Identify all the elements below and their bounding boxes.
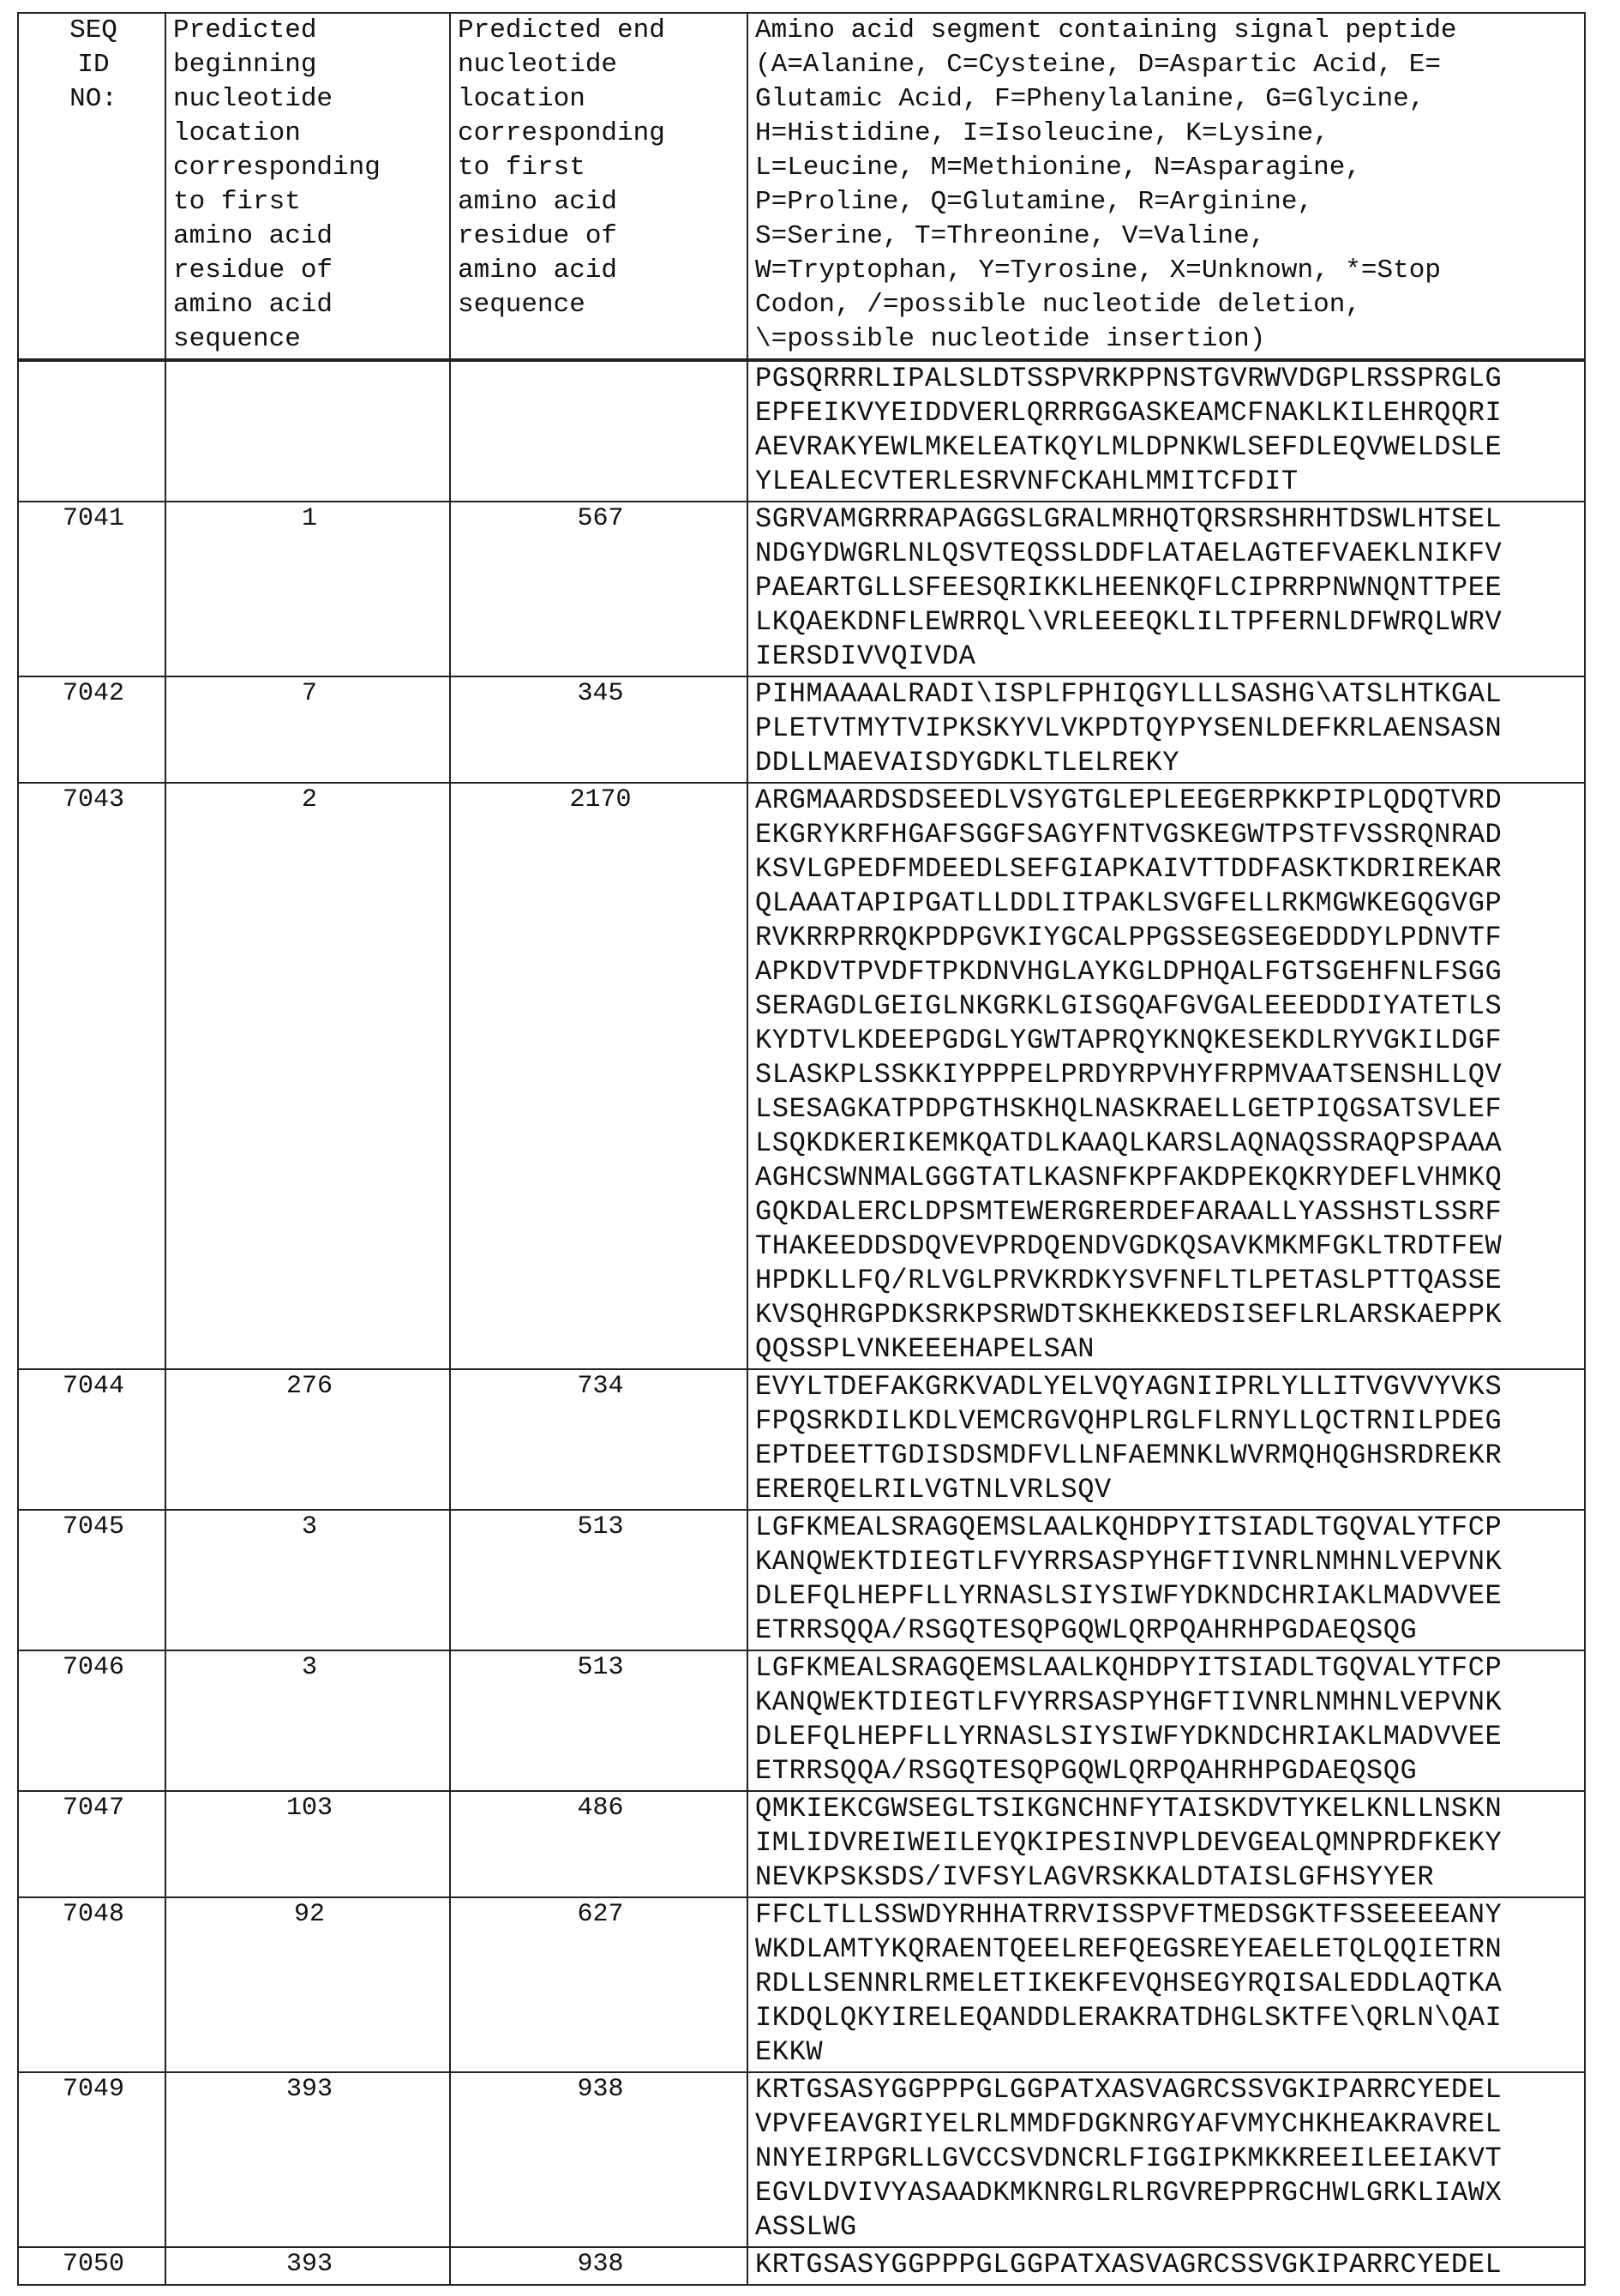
text-line: amino acid: [173, 288, 446, 322]
begin-cell: 103: [165, 1791, 450, 1897]
text-line: YLEALECVTERLESRVNFCKAHLMMITCFDIT: [755, 465, 1581, 499]
text-line: KANQWEKTDIEGTLFVYRRSASPYHGFTIVNRLNMHNLVEPVNK: [755, 1545, 1581, 1579]
text-line: IMLIDVREIWEILEYQKIPESINVPLDEVGEALQMNPRDFKEKY: [755, 1826, 1581, 1860]
begin-cell: 276: [165, 1369, 450, 1510]
text-line: EGVLDVIVYASAADKMKNRGLRLRGVREPPRGCHWLGRKLIAWX: [755, 2176, 1581, 2210]
seq-id-cell: 7050: [18, 2247, 165, 2285]
begin-cell: 3: [165, 1650, 450, 1791]
text-line: amino acid: [458, 254, 743, 288]
begin-cell: 2: [165, 783, 450, 1369]
text-line: KRTGSASYGGPPPGLGGPATXASVAGRCSSVGKIPARRCYEDEL: [755, 2073, 1581, 2107]
text-line: ETRRSQQA/RSGQTESQPGQWLQRPQAHRHPGDAEQSQG: [755, 1754, 1581, 1788]
text-line: LGFKMEALSRAGQEMSLAALKQHDPYITSIADLTGQVALYTFCP: [755, 1511, 1581, 1545]
sequence-cell: [747, 1650, 1585, 1791]
text-line: EPFEIKVYEIDDVERLQRRRGGASKEAMCFNAKLKILEHRQQRI: [755, 396, 1581, 430]
table-row: [18, 2247, 1585, 2285]
begin-cell: 393: [165, 2072, 450, 2247]
text-line: EKGRYKRFHGAFSGGFSAGYFNTVGSKEGWTPSTFVSSRQNRAD: [755, 818, 1581, 852]
text-line: sequence: [173, 322, 446, 357]
seq-id-cell: 7049: [18, 2072, 165, 2247]
seq-id-cell: 7046: [18, 1650, 165, 1791]
text-line: NNYEIRPGRLLGVCCSVDNCRLFIGGIPKMKKREEILEEIAKVT: [755, 2142, 1581, 2176]
text-line: DLEFQLHEPFLLYRNASLSIYSIWFYDKNDCHRIAKLMADVVEE: [755, 1720, 1581, 1754]
seq-id-cell: 7042: [18, 676, 165, 783]
text-line: RDLLSENNRLRMELETIKEKFEVQHSEGYRQISALEDDLAQTKA: [755, 1967, 1581, 2001]
seq-id-cell: 7043: [18, 783, 165, 1369]
text-line: THAKEEDDSDQVEVPRDQENDVGDKQSAVKMKMFGKLTRDTFEW: [755, 1229, 1581, 1264]
table-row: [18, 1791, 1585, 1897]
text-line: amino acid: [173, 219, 446, 254]
text-line: to first: [458, 151, 743, 185]
end-cell: 938: [450, 2072, 747, 2247]
text-line: IKDQLQKYIRELEQANDDLERAKRATDHGLSKTFE\QRLN\QAI: [755, 2001, 1581, 2035]
begin-cell: 3: [165, 1510, 450, 1650]
text-line: P=Proline, Q=Glutamine, R=Arginine,: [755, 185, 1581, 219]
text-line: APKDVTPVDFTPKDNVHGLAYKGLDPHQALFGTSGEHFNLFSGG: [755, 955, 1581, 989]
text-line: DDLLMAEVAISDYGDKLTLELREKY: [755, 746, 1581, 780]
seq-id-cell: 7041: [18, 502, 165, 676]
text-line: RVKRRPRRQKPDPGVKIYGCALPPGSSEGSEGEDDDYLPDNVTF: [755, 921, 1581, 955]
text-line: SEQ: [26, 14, 161, 48]
header-segment: [747, 13, 1585, 360]
text-line: ERERQELRILVGTNLVRLSQV: [755, 1473, 1581, 1507]
begin-cell: 92: [165, 1897, 450, 2072]
sequence-cell: [747, 1510, 1585, 1650]
text-line: LSESAGKATPDPGTHSKHQLNASKRAELLGETPIQGSATSVLEF: [755, 1092, 1581, 1127]
end-cell: 486: [450, 1791, 747, 1897]
header-begin: [165, 13, 450, 360]
text-line: corresponding: [173, 151, 446, 185]
end-cell: [450, 360, 747, 502]
end-cell: 567: [450, 502, 747, 676]
table-row: [18, 783, 1585, 1369]
text-line: amino acid: [458, 185, 743, 219]
text-line: PAEARTGLLSFEESQRIKKLHEENKQFLCIPRRPNWNQNTTPEE: [755, 571, 1581, 605]
text-line: nucleotide: [173, 82, 446, 117]
sequence-cell: [747, 502, 1585, 676]
text-line: ID: [26, 48, 161, 82]
text-line: Codon, /=possible nucleotide deletion,: [755, 288, 1581, 322]
table-row: [18, 2072, 1585, 2247]
text-line: NEVKPSKSDS/IVFSYLAGVRSKKALDTAISLGFHSYYER: [755, 1860, 1581, 1895]
seq-id-cell: 7044: [18, 1369, 165, 1510]
seq-id-cell: 7048: [18, 1897, 165, 2072]
text-line: SERAGDLGEIGLNKGRKLGISGQAFGVGALEEEDDDIYATETLS: [755, 989, 1581, 1024]
text-line: HPDKLLFQ/RLVGLPRVKRDKYSVFNFLTLPETASLPTTQASSE: [755, 1264, 1581, 1298]
sequence-cell: [747, 2072, 1585, 2247]
sequence-cell: [747, 1791, 1585, 1897]
text-line: residue of: [458, 219, 743, 254]
text-line: QMKIEKCGWSEGLTSIKGNCHNFYTAISKDVTYKELKNLLNSKN: [755, 1792, 1581, 1826]
text-line: LKQAEKDNFLEWRRQL\VRLEEEQKLILTPFERNLDFWRQLWRV: [755, 605, 1581, 640]
end-cell: 734: [450, 1369, 747, 1510]
end-cell: 627: [450, 1897, 747, 2072]
text-line: VPVFEAVGRIYELRLMMDFDGKNRGYAFVMYCHKHEAKRAVREL: [755, 2107, 1581, 2142]
sequence-cell: [747, 1897, 1585, 2072]
header-row: [18, 13, 1585, 360]
text-line: NO:: [26, 82, 161, 117]
end-cell: 938: [450, 2247, 747, 2285]
text-line: ETRRSQQA/RSGQTESQPGQWLQRPQAHRHPGDAEQSQG: [755, 1614, 1581, 1648]
table-row: [18, 1897, 1585, 2072]
text-line: EVYLTDEFAKGRKVADLYELVQYAGNIIPRLYLLITVGVVYVKS: [755, 1370, 1581, 1404]
text-line: QLAAATAPIPGATLLDDLITPAKLSVGFELLRKMGWKEGQGVGP: [755, 887, 1581, 921]
table-row: [18, 676, 1585, 783]
text-line: LSQKDKERIKEMKQATDLKAAQLKARSLAQNAQSSRAQPSPAAA: [755, 1127, 1581, 1161]
text-line: sequence: [458, 288, 743, 322]
sequence-cell: [747, 676, 1585, 783]
seq-id-cell: 7045: [18, 1510, 165, 1650]
text-line: H=Histidine, I=Isoleucine, K=Lysine,: [755, 117, 1581, 151]
text-line: beginning: [173, 48, 446, 82]
text-line: residue of: [173, 254, 446, 288]
table-row: [18, 1650, 1585, 1791]
sequence-cell: [747, 360, 1585, 502]
text-line: SGRVAMGRRRAPAGGSLGRALMRHQTQRSRSHRHTDSWLHTSEL: [755, 502, 1581, 537]
sequence-cell: [747, 2247, 1585, 2285]
text-line: WKDLAMTYKQRAENTQEELREFQEGSREYEAELETQLQQIETRN: [755, 1932, 1581, 1967]
text-line: KANQWEKTDIEGTLFVYRRSASPYHGFTIVNRLNMHNLVEPVNK: [755, 1686, 1581, 1720]
text-line: Predicted: [173, 14, 446, 48]
end-cell: 513: [450, 1510, 747, 1650]
text-line: corresponding: [458, 117, 743, 151]
text-line: EPTDEETTGDISDSMDFVLLNFAEMNKLWVRMQHQGHSRDREKR: [755, 1439, 1581, 1473]
text-line: Predicted end: [458, 14, 743, 48]
text-line: PIHMAAAALRADI\ISPLFPHIQGYLLLSASHG\ATSLHTKGAL: [755, 677, 1581, 712]
seq-id-cell: [18, 360, 165, 502]
text-line: SLASKPLSSKKIYPPPELPRDYRPVHYFRPMVAATSENSHLLQV: [755, 1058, 1581, 1092]
begin-cell: 7: [165, 676, 450, 783]
text-line: QQSSPLVNKEEEHAPELSAN: [755, 1332, 1581, 1367]
text-line: nucleotide: [458, 48, 743, 82]
sequence-cell: [747, 1369, 1585, 1510]
text-line: ARGMAARDSDSEEDLVSYGTGLEPLEEGERPKKPIPLQDQTVRD: [755, 784, 1581, 818]
text-line: location: [458, 82, 743, 117]
end-cell: 513: [450, 1650, 747, 1791]
table-row: [18, 502, 1585, 676]
text-line: W=Tryptophan, Y=Tyrosine, X=Unknown, *=Stop: [755, 254, 1581, 288]
text-line: IERSDIVVQIVDA: [755, 640, 1581, 674]
text-line: FPQSRKDILKDLVEMCRGVQHPLRGLFLRNYLLQCTRNILPDEG: [755, 1404, 1581, 1439]
text-line: AEVRAKYEWLMKELEATKQYLMLDPNKWLSEFDLEQVWELDSLE: [755, 430, 1581, 465]
header-end: [450, 13, 747, 360]
text-line: PLETVTMYTVIPKSKYVLVKPDTQYPYSENLDEFKRLAENSASN: [755, 712, 1581, 746]
text-line: to first: [173, 185, 446, 219]
text-line: NDGYDWGRLNLQSVTEQSSLDDFLATAELAGTEFVAEKLNIKFV: [755, 537, 1581, 571]
seq-id-cell: 7047: [18, 1791, 165, 1897]
begin-cell: 393: [165, 2247, 450, 2285]
text-line: FFCLTLLSSWDYRHHATRRVISSPVFTMEDSGKTFSSEEEEANY: [755, 1898, 1581, 1932]
header-seq-id: [18, 13, 165, 360]
table-row: [18, 1510, 1585, 1650]
text-line: KSVLGPEDFMDEEDLSEFGIAPKAIVTTDDFASKTKDRIREKAR: [755, 852, 1581, 887]
text-line: (A=Alanine, C=Cysteine, D=Aspartic Acid, E=: [755, 48, 1581, 82]
begin-cell: 1: [165, 502, 450, 676]
sequence-table: [17, 12, 1586, 2286]
text-line: KYDTVLKDEEPGDGLYGWTAPRQYKNQKESEKDLRYVGKILDGF: [755, 1024, 1581, 1058]
table-row: [18, 360, 1585, 502]
text-line: EKKW: [755, 2035, 1581, 2070]
text-line: L=Leucine, M=Methionine, N=Asparagine,: [755, 151, 1581, 185]
text-line: Amino acid segment containing signal peptide: [755, 14, 1581, 48]
text-line: S=Serine, T=Threonine, V=Valine,: [755, 219, 1581, 254]
text-line: KRTGSASYGGPPPGLGGPATXASVAGRCSSVGKIPARRCYEDEL: [755, 2248, 1581, 2282]
end-cell: 2170: [450, 783, 747, 1369]
end-cell: 345: [450, 676, 747, 783]
table-row: [18, 1369, 1585, 1510]
sequence-cell: [747, 783, 1585, 1369]
text-line: DLEFQLHEPFLLYRNASLSIYSIWFYDKNDCHRIAKLMADVVEE: [755, 1579, 1581, 1614]
text-line: Glutamic Acid, F=Phenylalanine, G=Glycine,: [755, 82, 1581, 117]
text-line: LGFKMEALSRAGQEMSLAALKQHDPYITSIADLTGQVALYTFCP: [755, 1651, 1581, 1686]
begin-cell: [165, 360, 450, 502]
text-line: \=possible nucleotide insertion): [755, 322, 1581, 357]
text-line: location: [173, 117, 446, 151]
text-line: AGHCSWNMALGGGTATLKASNFKPFAKDPEKQKRYDEFLVHMKQ: [755, 1161, 1581, 1195]
text-line: PGSQRRRLIPALSLDTSSPVRKPPNSTGVRWVDGPLRSSPRGLG: [755, 362, 1581, 396]
text-line: ASSLWG: [755, 2210, 1581, 2245]
text-line: GQKDALERCLDPSMTEWERGRERDEFARAALLYASSHSTLSSRF: [755, 1195, 1581, 1229]
text-line: KVSQHRGPDKSRKPSRWDTSKHEKKEDSISEFLRLARSKAEPPK: [755, 1298, 1581, 1332]
